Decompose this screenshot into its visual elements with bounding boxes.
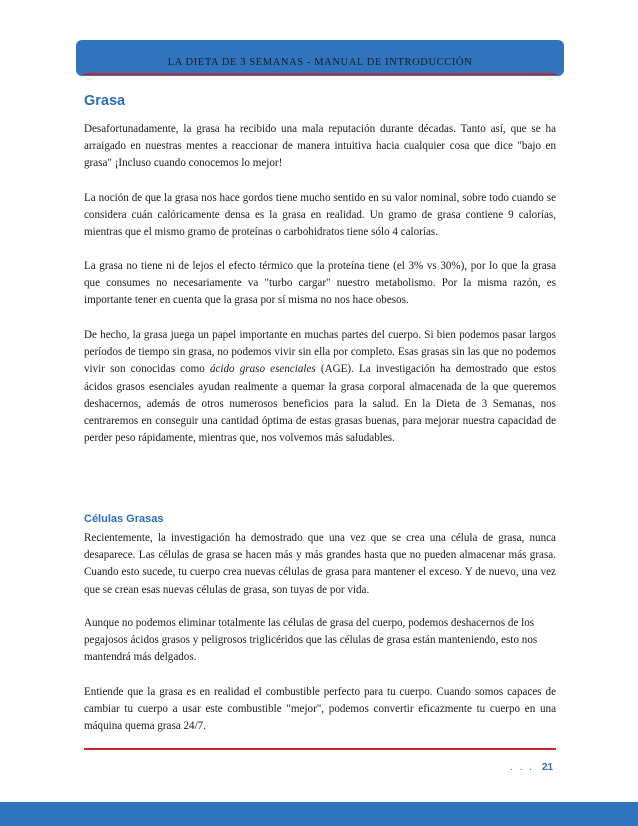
section-title: Grasa	[84, 93, 126, 109]
footer-divider	[84, 748, 556, 750]
paragraph-7: Entiende que la grasa es en realidad el combustible perfecto para tu cuerpo. Cuando somos capaces de cambiar tu cuerpo a usar este combustible "mejor", podemos convertir eficazmente tu cuerpo en una máquina quema grasa 24/7.	[84, 686, 556, 733]
paragraph-3: La grasa no tiene ni de lejos el efecto térmico que la proteína tiene (el 3% vs 30%), por lo que la grasa que consumes no necesariamente va "turbo cargar" nuestro metabolismo. Por la misma razón, es importante tener en cuenta que la grasa por sí misma no nos hace obesos.	[84, 260, 556, 307]
paragraph-4	[84, 327, 556, 447]
paragraph-4-emphasis: ácido graso esenciales	[209, 363, 316, 376]
paragraph-5: Recientemente, la investigación ha demostrado que una vez que se crea una célula de grasa, nunca desaparece. Las células de grasa se hacen más y más grandes hasta que no pueden almacenar más grasa. Cuando esto sucede, tu cuerpo crea nuevas células de grasa para mantener el exceso. Y de nuevo, una vez que se crean esas nuevas células de grasa, son tuyas de por vida.	[84, 532, 556, 596]
footer-band	[0, 802, 638, 826]
running-header: LA DIETA DE 3 SEMANAS - MANUAL DE INTRODUCCIÓN	[167, 57, 473, 68]
page-number-dots: . . .	[510, 762, 534, 773]
paragraph-1: Desafortunadamente, la grasa ha recibido una mala reputación durante décadas. Tanto así, que se ha arraigado en nuestras mentes a reaccionar de manera intuitiva hacia cualquier cosa que dice "bajo en grasa" ¡Incluso cuando conocemos lo mejor!	[84, 123, 556, 170]
paragraph-2: La noción de que la grasa nos hace gordos tiene mucho sentido en su valor nominal, sobre todo cuando se considera cuán calóricamente densa es la grasa en realidad. Un gramo de grasa contiene 9 calorías, mientras que el mismo gramo de proteínas o carbohidratos tiene sólo 4 calorías.	[84, 192, 556, 239]
subsection-title: Células Grasas	[84, 513, 164, 525]
header-divider	[84, 73, 556, 75]
paragraph-6: Aunque no podemos eliminar totalmente las células de grasa del cuerpo, podemos deshacernos de los pegajosos ácidos grasos y peligrosos triglicéridos que las células de grasa están manteniendo, esto nos mantendrá más delgados.	[84, 617, 538, 664]
paragraph-4-text-after: (AGE). La investigación ha demostrado que estos ácidos grasos esenciales ayudan realmente a quemar la grasa corporal almacenada de la que queremos deshacernos, además de otros numerosos beneficios para la salud. En la Dieta de 3 Semanas, nos centraremos en conseguir una cantidad óptima de estas grasas buenas, para mejorar nuestra capacidad de perder peso rápidamente, mientras que, nos volvemos más saludables.	[84, 363, 556, 445]
page-number	[510, 762, 553, 773]
paragraph-4-text-before: De hecho, la grasa juega un papel importante en muchas partes del cuerpo. Si bien podemos pasar largos períodos de tiempo sin grasa, no podemos vivir sin ella por completo. Esas grasas sin las que no podemos vivir son conocidas como	[84, 329, 556, 376]
page-number-value: 21	[541, 762, 554, 773]
